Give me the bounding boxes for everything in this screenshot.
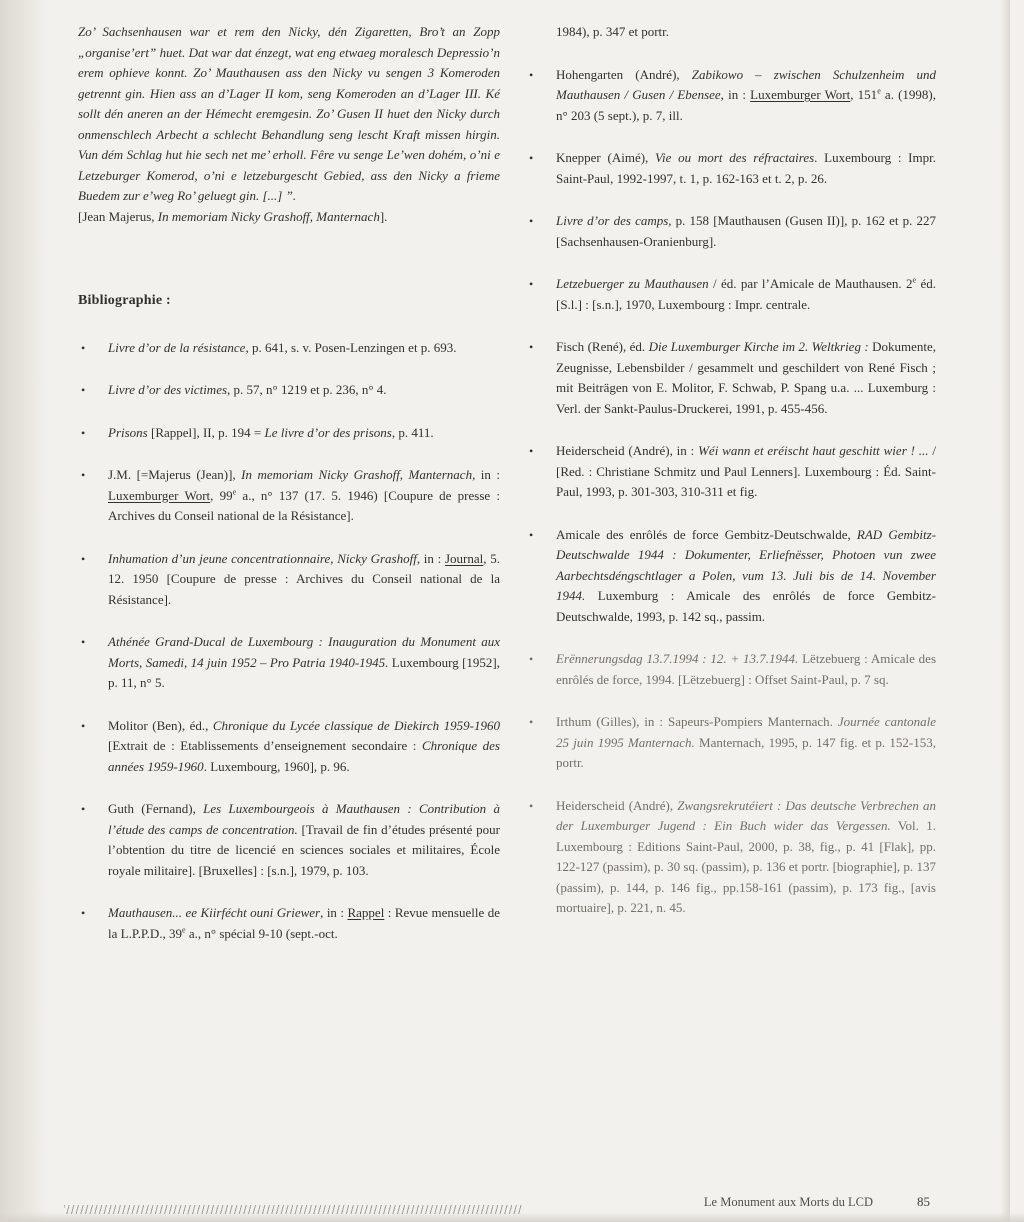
bibliography-entry	[526, 649, 936, 690]
bullet-icon: •	[81, 906, 86, 920]
text-segment: éd. [S.l.] : [s.n.], 1970, Luxembourg : Impr. centrale.	[556, 276, 936, 312]
footer-title: Le Monument aux Morts du LCD	[703, 1195, 873, 1209]
text-segment: , in :	[416, 550, 445, 566]
text-segment: Le livre d’or des prisons	[264, 424, 392, 440]
text-segment: Luxemburger Wort	[750, 87, 851, 102]
bullet-icon: •	[529, 151, 534, 165]
bibliography-entry	[78, 903, 500, 944]
entry-text	[108, 467, 500, 523]
text-segment: J.M. [=Majerus (Jean)],	[108, 467, 242, 482]
entry-text	[556, 443, 936, 499]
text-segment: [Extrait de : Etablissements d’enseignement secondaire :	[108, 738, 422, 753]
text-segment: , in :	[472, 467, 500, 482]
text-segment: [Rappel], II, p. 194 =	[147, 424, 265, 440]
bullet-icon: •	[529, 340, 534, 354]
text-segment: Zwangsrekrutéiert : Das deutsche Verbrechen an der Luxemburger Jugend : Ein Buch wider das Vergessen.	[556, 797, 937, 833]
text-segment: , p. 158 [Mauthausen (Gusen II)], p. 162 et p. 227 [Sachsenhausen-Oranienburg].	[556, 213, 936, 249]
text-segment: Fisch (René), éd.	[556, 339, 649, 354]
text-segment: Vol. 1. Luxembourg : Editions Saint-Paul, 2000, p. 38, fig., p. 41 [Flak], pp. 122-127 (passim), p. 30 sq. (passim), p. 136 et portr. [biographie], p. 137 (passim), p. 144, p. 146 fig., pp.158-161 (passim), p. 173 fig., [avis mortuaire], p. 221, n. 45.	[556, 818, 936, 915]
text-segment: Mauthausen... ee Kiirfécht ouni Griewer	[108, 905, 321, 920]
text-segment: , in :	[320, 905, 348, 920]
text-segment: Dokumente, Zeugnisse, Lebensbilder / gesammelt und geschildert von René Fisch ; mit Beiträgen von E. Molitor, F. Schwab, P. Spang u.a. ... Luxemburg : Verl. der Sankt-Paulus-Druckerei, 1991, p. 455-456.	[556, 339, 937, 416]
entry-text	[556, 527, 936, 624]
text-segment: , p. 411.	[391, 424, 434, 440]
bullet-icon: •	[529, 67, 534, 82]
bibliography-entry	[526, 337, 936, 419]
text-segment: Wéi wann et eréischt haut geschitt wier ! ...	[698, 443, 929, 458]
text-segment: Manternach, 1995, p. 147 fig. et p. 152-153, portr.	[556, 734, 936, 770]
text-segment: a., n° spécial 9-10 (sept.-oct.	[185, 925, 338, 941]
entry-text	[108, 801, 500, 878]
entry-text	[108, 382, 387, 397]
decorative-hatching	[64, 1205, 522, 1214]
bibliography-entry	[526, 441, 936, 503]
text-segment: : Revue mensuelle de la L.P.P.D., 39	[108, 905, 500, 941]
left-column	[78, 22, 500, 966]
text-segment: . Luxembourg : Impr. Saint-Paul, 1992-1997, t. 1, p. 162-163 et t. 2, p. 26.	[556, 150, 936, 186]
bibliography-entry	[526, 274, 936, 315]
bullet-icon: •	[81, 551, 86, 566]
text-segment: Chronique du Lycée classique de Diekirch 1959-1960	[212, 717, 500, 733]
bibliography-entry	[526, 712, 936, 774]
text-segment: e	[912, 275, 917, 285]
quote-attribution	[78, 207, 500, 228]
bullet-icon: •	[529, 214, 534, 228]
entry-text	[556, 67, 936, 123]
text-segment: [Travail de fin d’études présenté pour l’obtention du titre de licencié en sciences sociales et militaires, École royale militaire]. [Bruxelles] : [s.n.], 1979, p. 103.	[108, 821, 500, 878]
bullet-icon: •	[81, 635, 86, 649]
text-segment: e	[877, 86, 881, 96]
text-segment: Knepper (Aimé),	[556, 150, 656, 165]
text-segment: Journée cantonale 25 juin 1995 Manternach.	[556, 714, 937, 750]
page-number: 85	[917, 1194, 930, 1209]
bibliography-entry	[78, 549, 500, 611]
text-segment: [Jean Majerus,	[78, 208, 158, 224]
text-segment: , 5. 12. 1950 [Coupure de presse : Archives du Conseil national de la Résistance].	[108, 550, 500, 607]
entry-text	[108, 634, 500, 690]
text-segment: Prisons	[108, 424, 148, 440]
bibliography-entry	[78, 380, 500, 401]
text-segment: Rappel	[347, 905, 385, 920]
bullet-icon: •	[81, 802, 86, 816]
page-edge-shadow-left	[0, 0, 48, 1222]
text-segment: ].	[379, 208, 388, 224]
text-segment: Heiderscheid (André), in :	[556, 443, 699, 458]
entry-text	[556, 798, 936, 916]
text-segment: Livre d’or des victimes	[108, 382, 228, 397]
text-segment: Hohengarten (André),	[556, 66, 692, 82]
text-segment: , p. 641, s. v. Posen-Lenzingen et p. 693.	[245, 339, 457, 355]
text-segment: Luxembourg [1952], p. 11, n° 5.	[108, 654, 501, 690]
entry-text	[556, 276, 936, 312]
text-segment: / éd. par l’Amicale de Mauthausen. 2	[708, 276, 913, 291]
text-segment: Livre d’or de la résistance	[108, 339, 246, 355]
page-edge-shadow-right	[1000, 0, 1010, 1222]
bullet-icon: •	[529, 444, 534, 458]
bullet-icon: •	[81, 468, 86, 482]
entry-text	[108, 905, 500, 941]
text-segment: , p. 57, n° 1219 et p. 236, n° 4.	[227, 382, 387, 397]
entry-text	[108, 425, 434, 440]
text-segment: Letzebuerger zu Mauthausen	[556, 276, 709, 291]
bibliography-entry	[526, 796, 936, 919]
bibliography-entry	[526, 22, 936, 43]
entry-text	[108, 551, 500, 607]
text-segment: Amicale des enrôlés de force Gembitz-Deutschwalde,	[556, 526, 857, 542]
text-segment: Chronique des années 1959-1960	[108, 738, 500, 774]
bibliography-entry	[78, 799, 500, 881]
bibliography-entry	[526, 211, 936, 252]
bibliography-entries-left	[78, 338, 500, 945]
bibliography-heading: Bibliographie :	[78, 293, 171, 308]
text-segment: Journal	[444, 550, 484, 566]
bullet-icon: •	[81, 383, 86, 397]
text-segment: / [Red. : Christiane Schmitz und Paul Lenners]. Luxembourg : Éd. Saint-Paul, 1993, p. 301-303, 310-311 et fig.	[556, 443, 936, 499]
page-footer	[704, 1194, 930, 1210]
bullet-icon: •	[81, 340, 86, 355]
text-segment: a., n° 137 (17. 5. 1946) [Coupure de presse : Archives du Conseil national de la Résistance].	[108, 487, 500, 523]
bibliography-entries-right	[526, 22, 936, 919]
page-content	[78, 22, 936, 966]
bibliography-entry	[78, 338, 500, 359]
text-segment: RAD Gembitz-Deutschwalde 1944 : Dokumenter, Erliefnësser, Photoen vun zwee Aarbechtsdéngschtlager a Polen, vum 13. Juli bis de 14. November 1944.	[556, 526, 936, 603]
entry-text	[556, 24, 669, 39]
bibliography-entry	[526, 525, 936, 628]
entry-text	[556, 714, 936, 770]
text-segment: Vie ou mort des réfractaires	[655, 150, 815, 165]
text-segment: In memoriam Nicky Grashoff, Manternach	[157, 208, 380, 224]
text-segment: Erënnerungsdag 13.7.1994 : 12. + 13.7.1944.	[556, 651, 799, 666]
text-segment: Guth (Fernand),	[108, 801, 204, 816]
bibliography-entry	[526, 65, 936, 127]
text-segment: e	[182, 925, 186, 935]
bullet-icon: •	[529, 715, 534, 729]
entry-text	[556, 651, 936, 687]
text-segment: Luxemburg : Amicale des enrôlés de force Gembitz-Deutschwalde, 1993, p. 142 sq., passim.	[556, 588, 936, 624]
bibliography-entry	[78, 716, 500, 778]
text-segment: a. (1998), n° 203 (5 sept.), p. 7, ill.	[556, 87, 937, 123]
bibliography-entry	[78, 465, 500, 527]
text-segment: , 151	[850, 87, 878, 102]
text-segment: . Luxembourg, 1960], p. 96.	[203, 758, 350, 774]
bullet-icon: •	[529, 798, 534, 813]
text-segment: Athénée Grand-Ducal de Luxembourg : Inauguration du Monument aux Morts, Samedi, 14 juin 1952 – Pro Patria 1940-1945.	[108, 634, 500, 670]
entry-text	[108, 718, 500, 774]
text-segment: Irthum (Gilles), in : Sapeurs-Pompiers Manternach.	[556, 714, 838, 729]
right-column	[526, 22, 936, 966]
entry-text	[556, 150, 936, 186]
bullet-icon: •	[529, 652, 534, 666]
bullet-icon: •	[529, 277, 534, 291]
text-segment: Lëtzebuerg : Amicale des enrôlés de force, 1994. [Lëtzebuerg] : Offset Saint-Paul, p. 7 sq.	[556, 651, 937, 687]
bibliography-entry	[78, 423, 500, 444]
bullet-icon: •	[529, 527, 534, 542]
text-segment: Zabikowo – zwischen Schulzenheim und Mauthausen / Gusen / Ebensee	[556, 66, 936, 102]
bibliography-entry	[526, 148, 936, 189]
entry-text	[556, 339, 936, 416]
bullet-icon: •	[81, 425, 86, 440]
text-segment: Molitor (Ben), éd.,	[108, 717, 213, 733]
text-segment: Die Luxemburger Kirche im 2. Weltkrieg :	[648, 339, 869, 354]
text-segment: Livre d’or des camps	[556, 213, 669, 228]
quote-paragraph	[78, 22, 500, 207]
text-segment: 1984), p. 347 et portr.	[556, 24, 670, 39]
text-segment: , in :	[720, 87, 751, 102]
entry-text	[556, 213, 936, 249]
text-segment: In memoriam Nicky Grashoff, Manternach	[241, 467, 473, 482]
bibliography-entry	[78, 632, 500, 694]
text-segment: e	[232, 487, 237, 497]
text-segment: , 99	[210, 487, 233, 503]
text-segment: Les Luxembourgeois à Mauthausen : Contribution à l’étude des camps de concentration.	[108, 801, 500, 837]
text-segment: Heiderscheid (André),	[556, 797, 678, 813]
entry-text	[108, 340, 457, 355]
text-segment: Luxemburger Wort	[108, 487, 211, 503]
text-segment: Zo’ Sachsenhausen war et rem den Nicky, dén Zigaretten, Bro’t an Zopp „organise’ert” huet. Dat war dat énzegt, wat eng etwaeg moralesch Depressio’n erem ophieve konnt. Zo’ Mauthausen ass den Nicky vu sengen 3 Komeroden getrennt gin. Hien ass an d’Lager II kom, seng Komeroden an d’Lager III. Ké sollt dén aneren an der Hémecht eremgesin. Zo’ Gusen II huet den Nicky durch onmenschlech Arbecht a schlecht Behandlung seng lescht Kraft missen hirgin. Vun dém Schlag hut hie sech net me’ erholl. Fêre vu senge Le’wen dohém, o’ni e Letzeburger Komerod, o’ni e letzeburgescht Gebied, ass den Nicky a frieme Buedem zur e’weg Ro’ geluegt gin. [...] ”.	[78, 24, 500, 203]
bullet-icon: •	[81, 718, 86, 733]
text-segment: Inhumation d’un jeune concentrationnaire, Nicky Grashoff	[108, 550, 417, 566]
